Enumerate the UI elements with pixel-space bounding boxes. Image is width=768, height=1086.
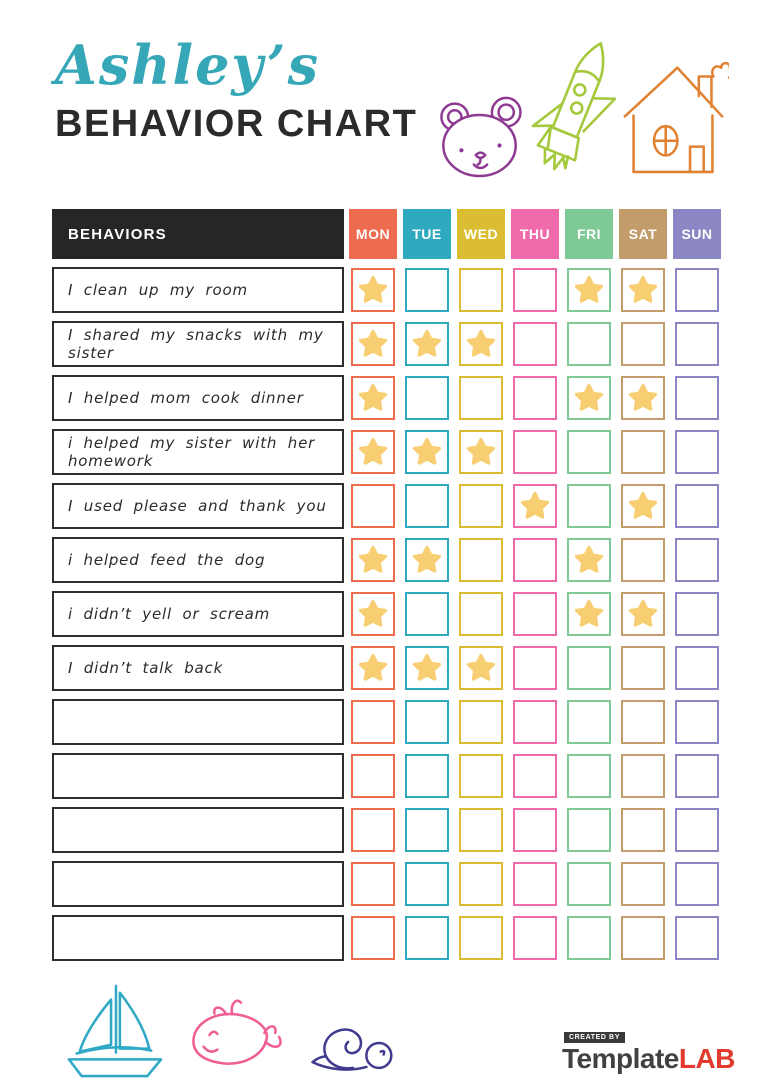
star-icon — [627, 490, 659, 522]
star-cell-sat[interactable] — [621, 322, 665, 366]
star-cell-wed[interactable] — [459, 430, 503, 474]
behavior-label: I shared my snacks with my sister — [52, 321, 344, 367]
star-cell-mon[interactable] — [351, 376, 395, 420]
star-cell-sat[interactable] — [621, 916, 665, 960]
star-cell-sat[interactable] — [621, 646, 665, 690]
star-icon — [357, 436, 389, 468]
star-cell-fri[interactable] — [567, 322, 611, 366]
star-icon — [573, 598, 605, 630]
star-icon — [627, 598, 659, 630]
star-cell-wed[interactable] — [459, 484, 503, 528]
day-header-sun: SUN — [673, 209, 721, 259]
star-cell-sat[interactable] — [621, 700, 665, 744]
star-cell-sat[interactable] — [621, 592, 665, 636]
star-icon — [411, 544, 443, 576]
title-block — [55, 33, 418, 146]
star-icon — [573, 382, 605, 414]
star-cell-mon[interactable] — [351, 268, 395, 312]
behavior-label — [52, 807, 344, 853]
star-cell-sun[interactable] — [675, 916, 719, 960]
behaviors-column-header: BEHAVIORS — [52, 209, 344, 259]
behavior-row — [52, 753, 732, 799]
star-cell-thu[interactable] — [513, 916, 557, 960]
star-cell-sat[interactable] — [621, 484, 665, 528]
star-icon — [357, 544, 389, 576]
star-cell-sat[interactable] — [621, 862, 665, 906]
star-cell-fri[interactable] — [567, 484, 611, 528]
behavior-label: I clean up my room — [52, 267, 344, 313]
star-cell-sun[interactable] — [675, 322, 719, 366]
star-cell-thu[interactable] — [513, 484, 557, 528]
star-cell-sat[interactable] — [621, 430, 665, 474]
behavior-row — [52, 807, 732, 853]
behavior-row — [52, 915, 732, 961]
star-cell-wed[interactable] — [459, 862, 503, 906]
star-cell-tue[interactable] — [405, 430, 449, 474]
star-cell-sun[interactable] — [675, 700, 719, 744]
star-cell-wed[interactable] — [459, 376, 503, 420]
star-cell-sat[interactable] — [621, 538, 665, 582]
star-icon — [357, 652, 389, 684]
behavior-label: i helped feed the dog — [52, 537, 344, 583]
star-cell-mon[interactable] — [351, 700, 395, 744]
star-cell-wed[interactable] — [459, 322, 503, 366]
star-cell-thu[interactable] — [513, 538, 557, 582]
star-cell-thu[interactable] — [513, 646, 557, 690]
star-cell-thu[interactable] — [513, 592, 557, 636]
behavior-row — [52, 537, 732, 583]
star-cell-mon[interactable] — [351, 538, 395, 582]
day-header-thu: THU — [511, 209, 559, 259]
star-cell-wed[interactable] — [459, 538, 503, 582]
star-cell-sun[interactable] — [675, 808, 719, 852]
star-icon — [357, 598, 389, 630]
star-cell-sun[interactable] — [675, 376, 719, 420]
star-cell-sat[interactable] — [621, 754, 665, 798]
star-cell-wed[interactable] — [459, 808, 503, 852]
behavior-label — [52, 699, 344, 745]
star-cell-tue[interactable] — [405, 484, 449, 528]
brand-name — [562, 1045, 735, 1073]
bottom-doodles — [55, 975, 405, 1080]
behavior-row — [52, 483, 732, 529]
star-icon — [573, 544, 605, 576]
star-cell-fri[interactable] — [567, 916, 611, 960]
star-cell-mon[interactable] — [351, 430, 395, 474]
behavior-row — [52, 645, 732, 691]
star-icon — [357, 328, 389, 360]
templatelab-logo — [562, 1026, 735, 1073]
star-cell-thu[interactable] — [513, 754, 557, 798]
star-cell-sun[interactable] — [675, 862, 719, 906]
behavior-label — [52, 915, 344, 961]
behavior-label: i didn’t yell or scream — [52, 591, 344, 637]
star-cell-fri[interactable] — [567, 754, 611, 798]
star-cell-wed[interactable] — [459, 916, 503, 960]
star-icon — [573, 274, 605, 306]
star-cell-sun[interactable] — [675, 430, 719, 474]
star-icon — [357, 274, 389, 306]
star-cell-mon[interactable] — [351, 646, 395, 690]
star-cell-mon[interactable] — [351, 808, 395, 852]
behavior-label: I helped mom cook dinner — [52, 375, 344, 421]
behavior-row — [52, 429, 732, 475]
chart-header-row — [52, 209, 732, 259]
star-cell-tue[interactable] — [405, 916, 449, 960]
day-header-tue: TUE — [403, 209, 451, 259]
star-icon — [411, 652, 443, 684]
star-icon — [411, 328, 443, 360]
star-cell-mon[interactable] — [351, 916, 395, 960]
star-cell-fri[interactable] — [567, 592, 611, 636]
day-header-sat: SAT — [619, 209, 667, 259]
star-icon — [465, 328, 497, 360]
star-cell-mon[interactable] — [351, 322, 395, 366]
behavior-row — [52, 591, 732, 637]
star-icon — [465, 652, 497, 684]
star-cell-sun[interactable] — [675, 268, 719, 312]
behavior-chart — [52, 209, 732, 961]
star-cell-wed[interactable] — [459, 268, 503, 312]
star-cell-fri[interactable] — [567, 862, 611, 906]
snail-icon — [303, 1007, 399, 1077]
behavior-label: I didn’t talk back — [52, 645, 344, 691]
behavior-row — [52, 321, 732, 367]
star-cell-tue[interactable] — [405, 808, 449, 852]
star-cell-thu[interactable] — [513, 862, 557, 906]
behavior-row — [52, 699, 732, 745]
star-cell-tue[interactable] — [405, 592, 449, 636]
child-name: Ashley’s — [55, 33, 320, 97]
star-cell-mon[interactable] — [351, 862, 395, 906]
star-cell-tue[interactable] — [405, 268, 449, 312]
star-icon — [357, 382, 389, 414]
day-header-fri: FRI — [565, 209, 613, 259]
star-cell-tue[interactable] — [405, 322, 449, 366]
star-icon — [411, 436, 443, 468]
behavior-row — [52, 267, 732, 313]
star-cell-thu[interactable] — [513, 322, 557, 366]
day-header-mon: MON — [349, 209, 397, 259]
star-cell-sat[interactable] — [621, 268, 665, 312]
star-cell-fri[interactable] — [567, 700, 611, 744]
star-cell-mon[interactable] — [351, 592, 395, 636]
star-cell-wed[interactable] — [459, 754, 503, 798]
star-cell-tue[interactable] — [405, 754, 449, 798]
behavior-label: I used please and thank you — [52, 483, 344, 529]
sailboat-icon — [60, 980, 168, 1080]
star-icon — [627, 274, 659, 306]
star-cell-wed[interactable] — [459, 700, 503, 744]
star-cell-fri[interactable] — [567, 268, 611, 312]
star-cell-mon[interactable] — [351, 754, 395, 798]
star-cell-thu[interactable] — [513, 268, 557, 312]
behavior-row — [52, 375, 732, 421]
star-cell-tue[interactable] — [405, 700, 449, 744]
star-cell-fri[interactable] — [567, 646, 611, 690]
star-cell-fri[interactable] — [567, 430, 611, 474]
star-cell-wed[interactable] — [459, 646, 503, 690]
star-cell-wed[interactable] — [459, 592, 503, 636]
created-by-badge: CREATED BY — [564, 1032, 625, 1043]
star-cell-tue[interactable] — [405, 376, 449, 420]
top-doodles — [425, 34, 735, 189]
star-cell-sun[interactable] — [675, 484, 719, 528]
bear-icon — [430, 86, 530, 186]
star-cell-thu[interactable] — [513, 700, 557, 744]
brand-primary: Template — [562, 1043, 679, 1074]
star-icon — [465, 436, 497, 468]
day-header-wed: WED — [457, 209, 505, 259]
rocket-icon — [517, 34, 629, 189]
behavior-row — [52, 861, 732, 907]
behavior-label: i helped my sister with her homework — [52, 429, 344, 475]
page-title: BEHAVIOR CHART — [55, 103, 418, 146]
chart-rows — [52, 267, 732, 961]
star-cell-sun[interactable] — [675, 538, 719, 582]
star-cell-tue[interactable] — [405, 538, 449, 582]
star-cell-fri[interactable] — [567, 376, 611, 420]
star-cell-sat[interactable] — [621, 808, 665, 852]
star-cell-fri[interactable] — [567, 538, 611, 582]
star-cell-thu[interactable] — [513, 808, 557, 852]
brand-accent: LAB — [678, 1043, 735, 1074]
star-cell-thu[interactable] — [513, 376, 557, 420]
whale-icon — [177, 985, 297, 1083]
behavior-label — [52, 861, 344, 907]
star-cell-sun[interactable] — [675, 754, 719, 798]
star-cell-sun[interactable] — [675, 646, 719, 690]
day-headers — [346, 209, 724, 259]
star-cell-mon[interactable] — [351, 484, 395, 528]
star-cell-tue[interactable] — [405, 862, 449, 906]
star-icon — [627, 382, 659, 414]
star-cell-sun[interactable] — [675, 592, 719, 636]
star-cell-tue[interactable] — [405, 646, 449, 690]
star-cell-sat[interactable] — [621, 376, 665, 420]
behavior-label — [52, 753, 344, 799]
house-icon — [617, 50, 729, 178]
star-cell-fri[interactable] — [567, 808, 611, 852]
star-cell-thu[interactable] — [513, 430, 557, 474]
star-icon — [519, 490, 551, 522]
